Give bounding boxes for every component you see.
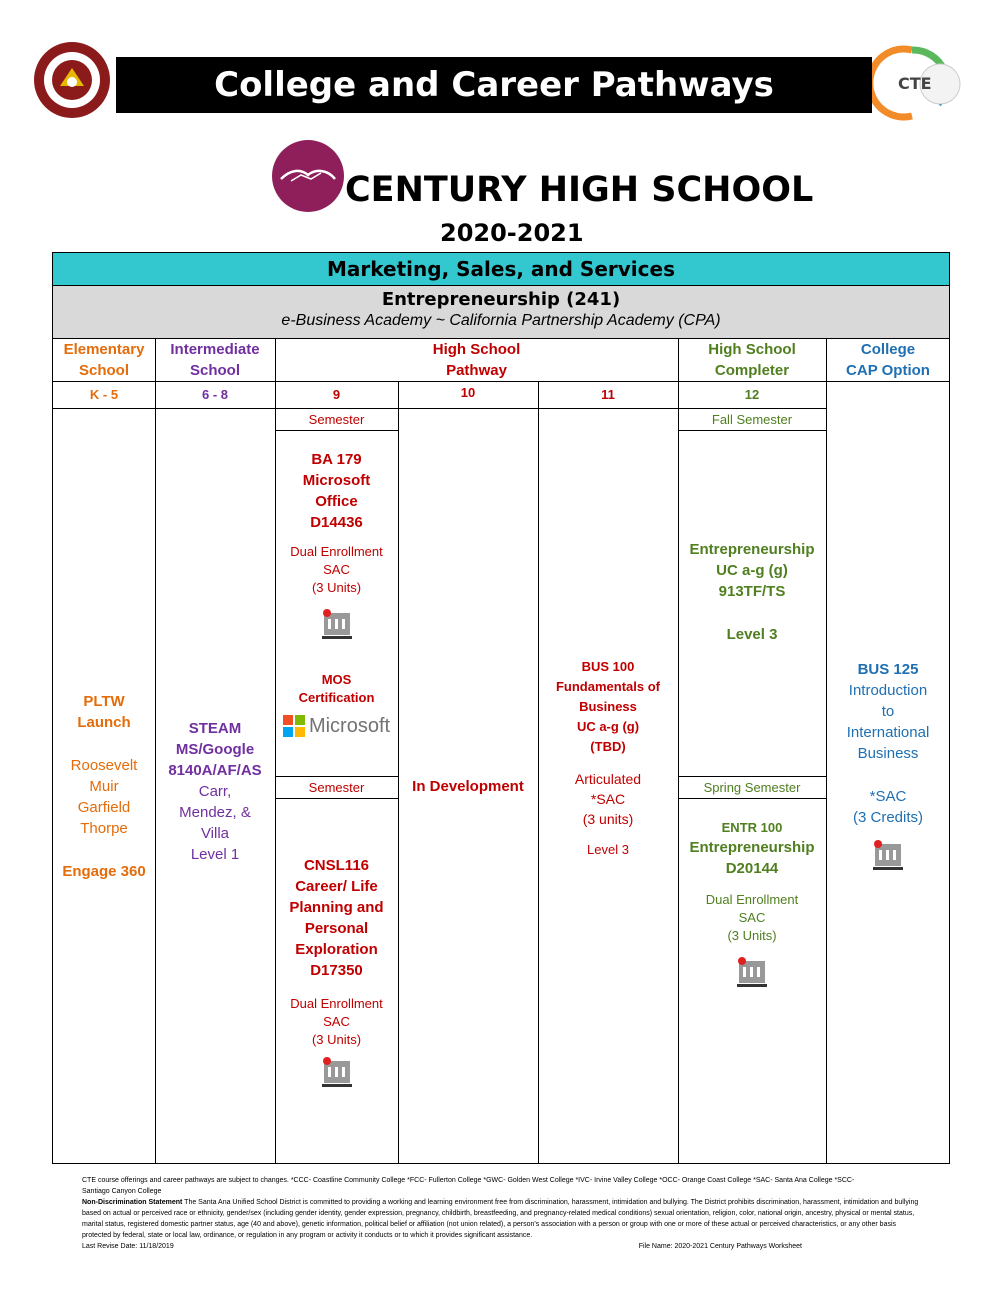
col-completer: High School Completer xyxy=(708,340,796,379)
footer-line1: CTE course offerings and career pathways are subject to changes. *CCC- Coastline Community College *FCC- Fullerton College *GWC- Golden West College *IVC- Irvine Valley College *OCC- Orange Coast College *SAC- Santa Ana College *SCC- xyxy=(82,1177,855,1184)
col-college: College CAP Option xyxy=(846,340,930,379)
g12-course2: ENTR 100 Entrepreneurship D20144 Dual Enrollment SAC (3 Units) xyxy=(678,799,826,1164)
g9-semester-top: Semester xyxy=(308,411,365,427)
microsoft-logo: Microsoft xyxy=(283,715,390,737)
g11-cell: BUS 100 Fundamentals of Business UC a-g (g) (TBD) Articulated *SAC (3 units) Level 3 xyxy=(555,659,660,857)
pathway-bar xyxy=(53,286,949,339)
grade-12: 12 xyxy=(744,386,760,402)
college-building-icon xyxy=(320,605,354,641)
g12-course1: Entrepreneurship UC a-g (g) 913TF/TS Level 3 xyxy=(689,541,815,643)
grade-6-8: 6 - 8 xyxy=(201,386,228,402)
g12-spring: Spring Semester xyxy=(703,779,801,795)
sector-title: Marketing, Sales, and Services xyxy=(327,257,675,281)
col-highschool: High School Pathway xyxy=(432,340,521,379)
non-discrimination: Non-Discrimination Statement The Santa Ana Unified School District is committed to providing a working and learning environment free from discrimination, harassment, intimidation and bullying. The District prohibits discrimination, harassment, intimidation and bullying based on actual or perceived race or ethnicity, gender/sex (including gender identity, gender expression, pregnancy, childbirth, breastfeeding, and pregnancy-related medical conditions) sexual orientation, religion, color, national origin, ancestry, physical or mental status, marital status, registered domestic partner status, age (40 and above), genetic information, political belief or affiliation (not union related), a person's association with a person or group with one or more of these actual or perceived characteristics, or any other basis protected by federal, state or local law, ordinance, or regulation in any program or activity it conducts or to which it provides significant assistance. xyxy=(82,1199,919,1239)
grade-9: 9 xyxy=(332,386,341,402)
school-name: CENTURY HIGH SCHOOL xyxy=(345,170,814,210)
pathway-title: Entrepreneurship (241) xyxy=(381,289,621,310)
school-icon xyxy=(271,139,345,213)
cte-logo xyxy=(872,42,964,122)
g9-semester-bottom: Semester xyxy=(308,779,365,795)
college-cell: BUS 125 Introduction to International Business *SAC (3 Credits) xyxy=(826,382,950,1164)
footer xyxy=(82,1175,922,1252)
g10-cell: In Development xyxy=(412,778,524,795)
academy-title: e-Business Academy ~ California Partnership Academy (CPA) xyxy=(281,312,721,329)
g9-course2: CNSL116 Career/ Life Planning and Personal Exploration D17350 Dual Enrollment SAC (3 Units) xyxy=(275,799,398,1164)
college-building-icon xyxy=(735,953,769,989)
sector-bar xyxy=(53,253,949,286)
college-building-icon xyxy=(320,1053,354,1089)
g9-course1: BA 179 Microsoft Office D14436 Dual Enrollment SAC (3 Units) MOS Certification Microsoft xyxy=(275,431,398,776)
col-intermediate: Intermediate School xyxy=(170,340,260,379)
file-name: File Name: 2020-2021 Century Pathways Worksheet xyxy=(638,1243,802,1250)
grade-10: 10 xyxy=(460,385,476,400)
page-title-bar xyxy=(116,57,872,113)
elementary-cell: PLTW Launch Roosevelt Muir Garfield Thorpe Engage 360 xyxy=(62,693,146,880)
college-building-icon xyxy=(871,836,905,872)
page-title: College and Career Pathways xyxy=(214,65,774,105)
district-logo xyxy=(32,40,112,120)
col-elementary: Elementary School xyxy=(63,340,145,379)
intermediate-cell: STEAM MS/Google 8140A/AF/AS Carr, Mendez, & Villa Level 1 xyxy=(168,720,262,863)
cte-logo-text: CTE xyxy=(898,74,932,93)
g12-fall: Fall Semester xyxy=(711,411,793,427)
school-year: 2020-2021 xyxy=(440,219,584,247)
grade-k5: K - 5 xyxy=(89,386,119,402)
footer-line2: Santiago Canyon College xyxy=(82,1188,162,1195)
revise-date: Last Revise Date: 11/18/2019 xyxy=(82,1243,174,1250)
grade-11: 11 xyxy=(601,386,615,402)
